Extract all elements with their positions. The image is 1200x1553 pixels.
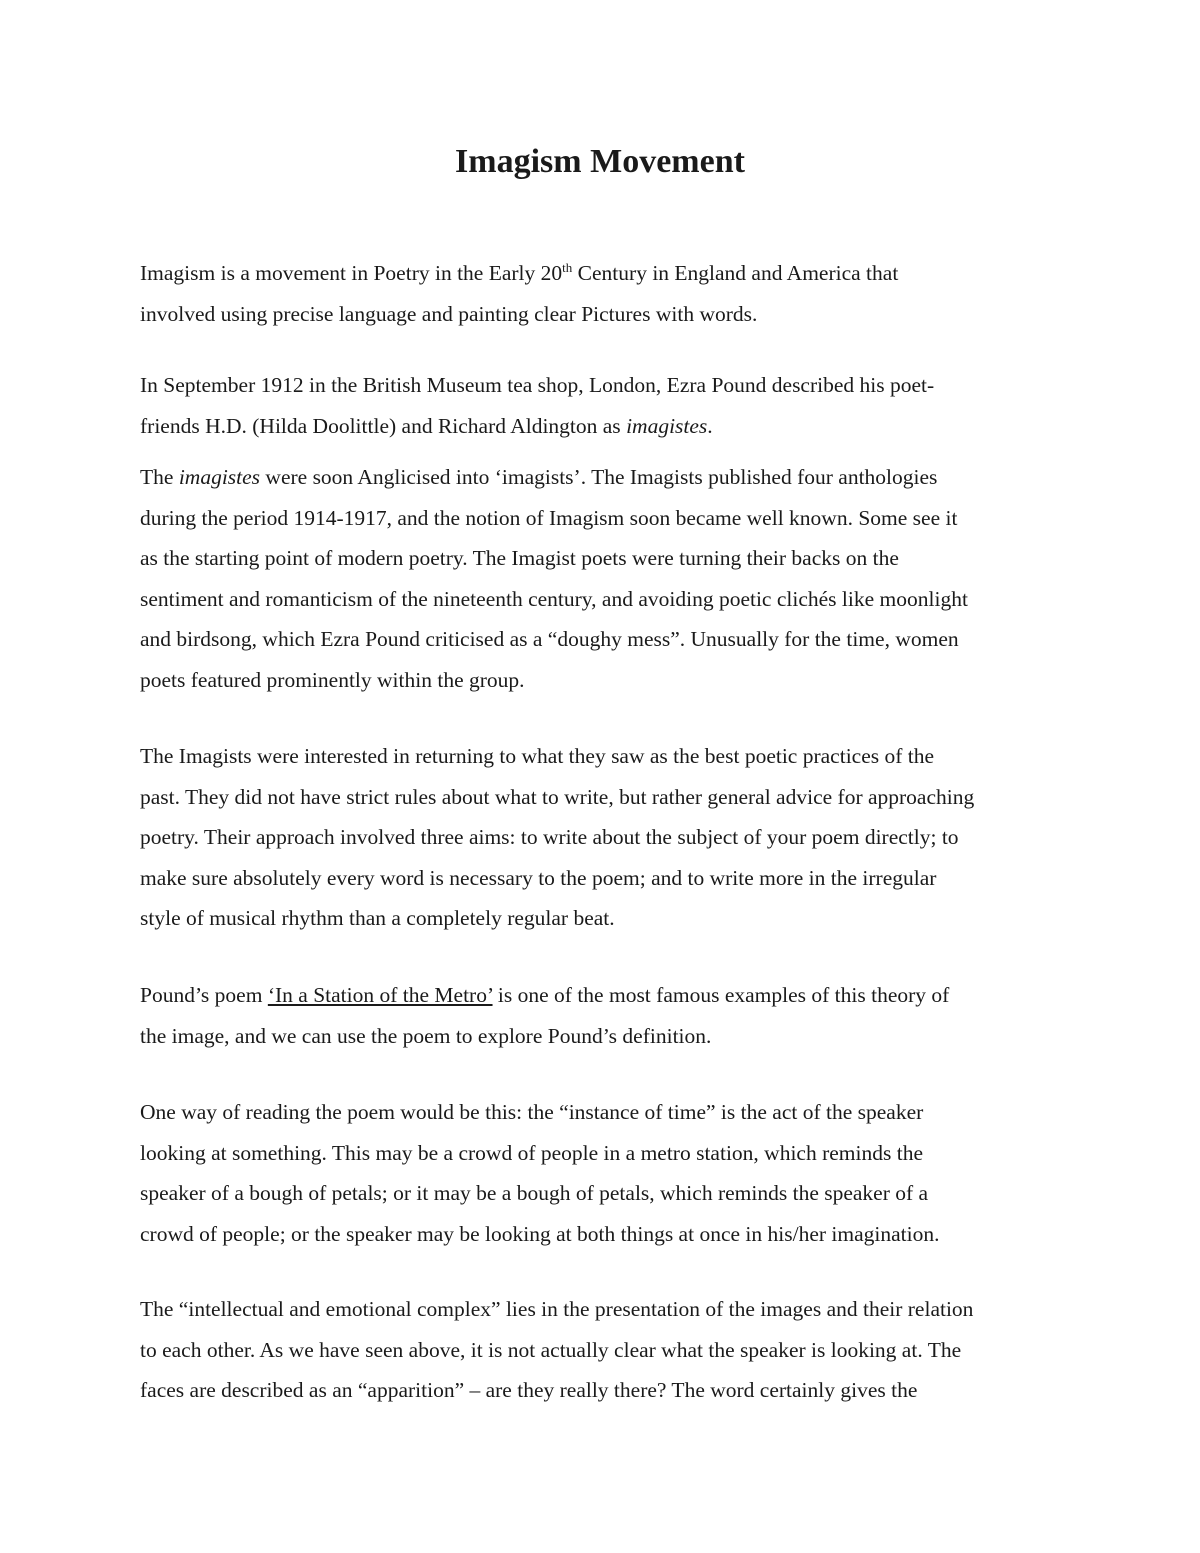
document-title: Imagism Movement: [455, 143, 745, 180]
italic-term: imagistes: [178, 465, 261, 489]
paragraph-intro: [140, 253, 1070, 334]
paragraph-aims: [140, 736, 1070, 939]
text-line: looking at something. This may be a crowd of people in a metro station, which reminds the: [140, 1140, 923, 1165]
text-line: friends H.D. (Hilda Doolittle) and Richard Aldington as imagistes.: [140, 413, 713, 438]
text-line: faces are described as an “apparition” – are they really there? The word certainly gives the: [140, 1378, 918, 1402]
superscript-ordinal: th: [562, 260, 573, 275]
text-line: In September 1912 in the British Museum tea shop, London, Ezra Pound described his poet-: [140, 373, 935, 397]
paragraph-reading: [140, 1092, 1070, 1254]
text-line: One way of reading the poem would be this: the “instance of time” is the act of the speaker: [140, 1100, 924, 1124]
text-line: poets featured prominently within the group.: [140, 667, 525, 692]
text-line: make sure absolutely every word is necessary to the poem; and to write more in the irregular: [140, 865, 937, 890]
text-line: to each other. As we have seen above, it is not actually clear what the speaker is looking at. The: [140, 1337, 962, 1362]
paragraph-complex: [140, 1289, 1070, 1411]
text-line: The “intellectual and emotional complex” lies in the presentation of the images and their relation: [140, 1297, 974, 1321]
text-line: as the starting point of modern poetry. The Imagist poets were turning their backs on the: [140, 546, 899, 570]
text-line: The imagistes were soon Anglicised into ‘imagists’. The Imagists published four anthologies: [140, 465, 938, 489]
paragraph-metro: [140, 975, 1070, 1056]
text-line: during the period 1914-1917, and the notion of Imagism soon became well known. Some see it: [140, 505, 958, 530]
text-line: crowd of people; or the speaker may be looking at both things at once in his/her imagination.: [140, 1221, 940, 1246]
text-line: past. They did not have strict rules about what to write, but rather general advice for approaching: [140, 784, 975, 809]
text-line: Pound’s poem ‘In a Station of the Metro’ is one of the most famous examples of this theory of: [140, 983, 950, 1007]
text-line: poetry. Their approach involved three aims: to write about the subject of your poem directly; to: [140, 825, 959, 849]
text-line: speaker of a bough of petals; or it may be a bough of petals, which reminds the speaker of a: [140, 1181, 929, 1205]
text-line: sentiment and romanticism of the nineteenth century, and avoiding poetic clichés like moonlight: [140, 586, 968, 611]
text-line: and birdsong, which Ezra Pound criticised as a “doughy mess”. Unusually for the time, women: [140, 627, 959, 651]
text-line: the image, and we can use the poem to explore Pound’s definition.: [140, 1023, 712, 1048]
text-line: style of musical rhythm than a completely regular beat.: [140, 906, 615, 930]
paragraph-anthologies: [140, 457, 1070, 700]
italic-term: imagistes: [626, 413, 708, 438]
text-line: Imagism is a movement in Poetry in the Early 20th Century in England and America that: [140, 260, 899, 285]
text-line: involved using precise language and painting clear Pictures with words.: [140, 301, 758, 326]
text-line: The Imagists were interested in returning to what they saw as the best poetic practices of the: [140, 744, 935, 768]
paragraph-origin: [140, 365, 1070, 446]
poem-title-link[interactable]: ‘In a Station of the Metro’: [267, 983, 493, 1007]
